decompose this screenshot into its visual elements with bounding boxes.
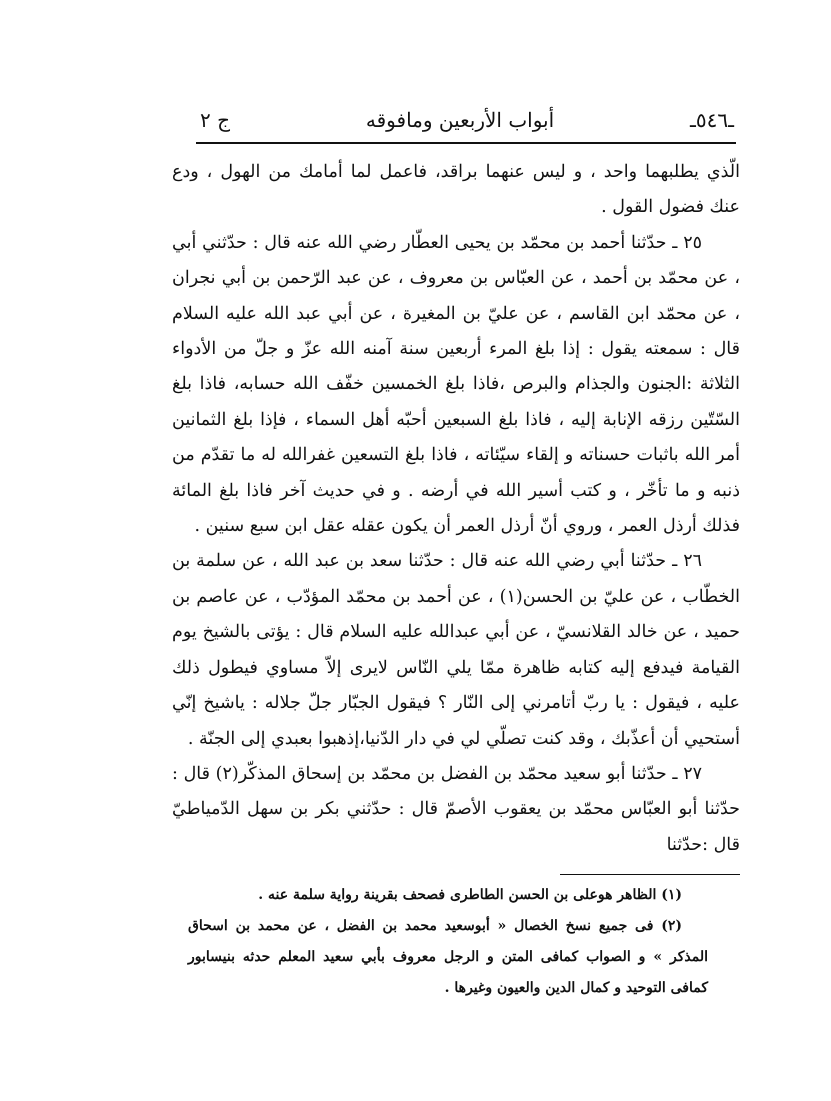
hadith-26: ٢٦ ـ حدّثنا أبي رضي الله عنه قال : حدّثنا سعد بن عبد الله ، عن سلمة بن الخطّاب ، عن عليّ بن الحسن(١) ، عن أحمد بن محمّد المؤدّب ، عن عاصم بن حميد ، عن خالد القلانسيّ ، عن أبي عبدالله عليه السلام قال : يؤتى بالشيخ يوم القيامة فيدفع إليه كتابه ظاهرة ممّا يلي النّاس لايرى إلاّ مساوي فيطول ذلك عليه ، فيقول : يا ربّ أتامرني إلى النّار ؟ فيقول الجبّار جلّ جلاله : ياشيخ إنّي أستحيي أن أعذّبك ، وقد كنت تصلّي لي في دار الدّنيا،إذهبوا بعبدي إلى الجنّة . <box>172 551 740 749</box>
header-rule <box>196 142 736 144</box>
footnote-2: (٢) فى جميع نسخ الخصال « أبوسعيد محمد بن الفضل ، عن محمد بن اسحاق المذكر » و الصواب كمافى المتن و الرجل معروف بأبي سعيد المعلم حدثه بنيسابور كمافى التوحيد و كمال الدين والعيون وغيرها . <box>188 918 708 996</box>
footnotes <box>188 880 708 1004</box>
hadith-27: ٢٧ ـ حدّثنا أبو سعيد محمّد بن الفضل بن محمّد بن إسحاق المذكّر(٢) قال : حدّثنا أبو العبّاس محمّد بن يعقوب الأصمّ قال : حدّثني بكر بن سهل الدّمياطيّ قال :حدّثنا <box>172 763 740 855</box>
paragraph-continuation: الّذي يطلبهما واحد ، و ليس عنهما براقد، فاعمل لما أمامك من الهول ، ودع عنك فضول القول . <box>172 162 740 218</box>
main-text <box>172 155 740 863</box>
volume-label: ج ٢ <box>200 108 231 132</box>
page-number: ـ٥٤٦ـ <box>690 108 734 132</box>
page-header <box>200 100 734 140</box>
footnote-1: (١) الظاهر هوعلى بن الحسن الطاطرى فصحف بقرينة رواية سلمة عنه . <box>258 887 682 903</box>
hadith-25: ٢٥ ـ حدّثنا أحمد بن محمّد بن يحيى العطّار رضي الله عنه قال : حدّثني أبي ، عن محمّد بن أحمد ، عن العبّاس بن معروف ، عن عبد الرّحمن بن أبي نجران ، عن محمّد ابن القاسم ، عن عليّ بن المغيرة ، عن أبي عبد الله عليه السلام قال : سمعته يقول : إذا بلغ المرء أربعين سنة آمنه الله عزّ و جلّ من الأدواء الثلاثة :الجنون والجذام والبرص ،فاذا بلغ الخمسين خفّف الله حسابه، فاذا بلغ السّتّين رزقه الإنابة إليه ، فاذا بلغ السبعين أحبّه أهل السماء ، فإذا بلغ الثمانين أمر الله باثبات حسناته و إلقاء سيّئاته ، فاذا بلغ التسعين غفرالله له ما تقدّم من ذنبه و ما تأخّر ، و كتب أسير الله في أرضه . و في حديث آخر فاذا بلغ المائة فذلك أرذل العمر ، وروي أنّ أرذل العمر أن يكون عقله عقل ابن سبع سنين . <box>172 232 740 537</box>
running-title: أبواب الأربعين ومافوقه <box>365 108 555 132</box>
footnote-rule <box>560 874 740 875</box>
